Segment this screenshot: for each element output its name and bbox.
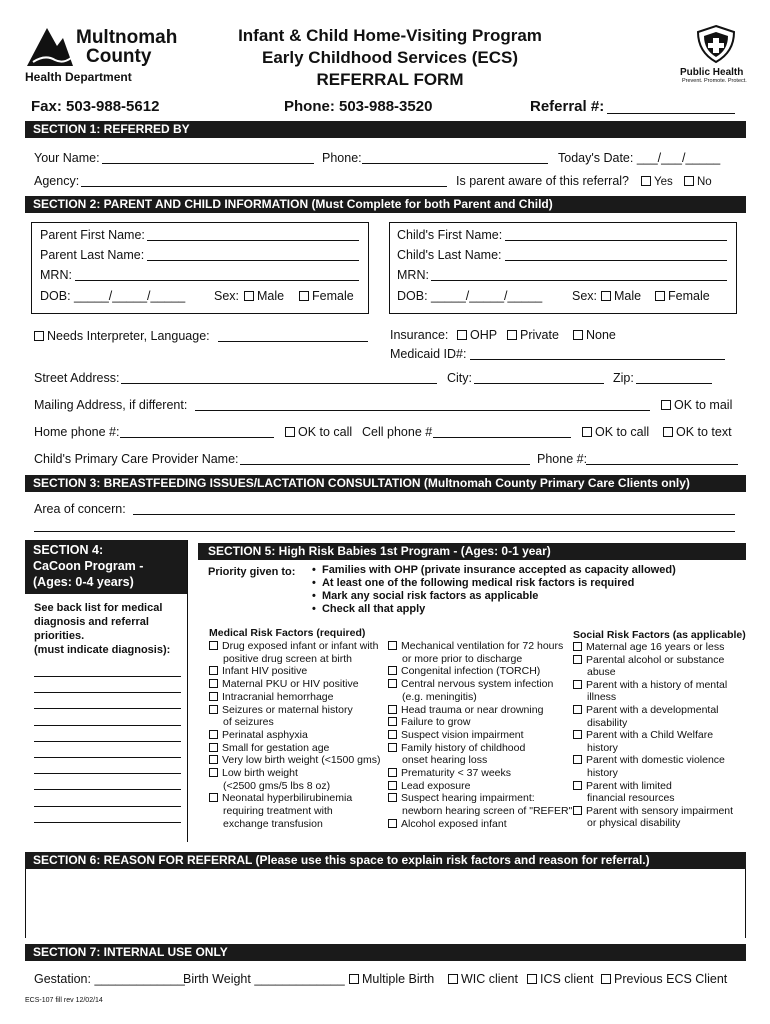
diagnosis-line[interactable] [34,708,181,709]
section4-title-2: CaCoon Program - [33,559,144,573]
public-health-label: Public Health [680,67,744,78]
medical-risk-factor-row [209,805,333,818]
section4-title-3: (Ages: 0-4 years) [33,575,134,589]
social-risk-header: Social Risk Factors (as applicable) [573,629,746,641]
medical-risk-factor-row[interactable] [388,678,553,691]
social-risk-factor-row [573,691,616,704]
section2-header: SECTION 2: PARENT AND CHILD INFORMATION (Must Complete for both Parent and Child) [25,196,746,213]
child-sex-male-checkbox[interactable] [601,289,641,304]
social-risk-factor-text: history [587,741,618,754]
diagnosis-line[interactable] [34,757,181,758]
medical-risk-factor-text: Central nervous system infection [401,678,554,691]
diagnosis-line[interactable] [34,676,181,677]
medical-risk-factor-row[interactable] [209,691,333,704]
ics-client-label: ICS client [540,972,594,986]
form-footer-code: ECS-107 fill rev 12/02/14 [25,997,103,1004]
checkbox-icon [388,717,397,726]
home-phone-label: Home phone #: [34,425,120,439]
checkbox-icon [209,679,218,688]
mailing-address-field[interactable] [195,410,650,411]
cell-ok-to-text-checkbox[interactable] [663,425,732,440]
previous-ecs-client-label: Previous ECS Client [614,972,728,986]
private-label: Private [520,328,559,342]
medical-risk-factor-text: Suspect vision impairment [401,728,524,741]
section4-note-1: See back list for medical [34,602,163,614]
zip-field[interactable] [636,383,712,384]
checkbox-icon [527,974,537,984]
ics-client-checkbox[interactable] [527,972,594,987]
checkbox-icon [209,793,218,802]
zip-label: Zip: [613,371,634,385]
parent-sex-female-checkbox[interactable] [299,289,354,304]
parent-first-name-field[interactable] [147,240,359,241]
medical-risk-factor-text: Congenital infection (TORCH) [401,665,541,678]
home-phone-field[interactable] [120,437,274,438]
medical-risk-factor-row[interactable] [209,678,359,691]
checkbox-icon [388,730,397,739]
previous-ecs-client-checkbox[interactable] [601,972,727,987]
checkbox-icon [349,974,359,984]
checkbox-icon [388,793,397,802]
checkbox-icon [244,291,254,301]
child-last-name-label: Child's Last Name: [397,248,502,262]
social-risk-factor-row [573,817,680,830]
insurance-none-checkbox[interactable] [573,328,616,343]
referral-number-field[interactable] [607,113,735,114]
diagnosis-line[interactable] [34,692,181,693]
checkbox-icon [209,755,218,764]
medical-risk-factor-row[interactable] [209,640,378,653]
medical-risk-factor-text: Lead exposure [401,779,471,792]
section4-box [25,540,188,842]
priority-bullet-4-text: Check all that apply [321,603,426,615]
child-sex-female-checkbox[interactable] [655,289,710,304]
medical-risk-factor-text: Drug exposed infant or infant with [222,640,379,652]
social-risk-factor-text: or physical disability [587,817,681,830]
child-mrn-field[interactable] [431,280,727,281]
medical-risk-factor-text: Intracranial hemorrhage [222,690,334,703]
street-address-field[interactable] [121,383,437,384]
social-risk-factor-row [573,666,616,679]
social-risk-factor-text: history [587,767,618,779]
mailing-address-label: Mailing Address, if different: [34,398,188,412]
social-risk-factor-row[interactable] [573,704,719,717]
checkbox-icon [209,692,218,701]
priority-bullet-1-text: Families with OHP (private insurance accepted as capacity allowed) [321,564,676,576]
multiple-birth-label: Multiple Birth [362,972,435,986]
parent-first-name-label: Parent First Name: [40,228,145,242]
medicaid-id-field[interactable] [470,359,725,360]
checkbox-icon [34,331,44,341]
diagnosis-line[interactable] [34,806,181,807]
medical-risk-factor-row [388,754,487,767]
medical-risk-factor-row [209,818,323,831]
area-of-concern-field-2[interactable] [34,531,735,532]
social-risk-factor-row[interactable] [573,641,724,654]
pcp-name-label: Child's Primary Care Provider Name: [34,452,239,466]
social-risk-factor-row[interactable] [573,654,724,667]
section4-note-2: diagnosis and referral [34,616,149,628]
checkbox-icon [299,291,309,301]
referral-number-label: Referral #: [530,98,605,115]
priority-label: Priority given to: [208,566,296,578]
section1-header: SECTION 1: REFERRED BY [25,121,746,138]
checkbox-icon [388,743,397,752]
pcp-name-field[interactable] [240,464,530,465]
form-title-3: REFERRAL FORM [316,70,464,89]
checkbox-icon [641,176,651,186]
pcp-phone-field[interactable] [586,464,738,465]
checkbox-icon [209,730,218,739]
area-of-concern-field[interactable] [133,514,735,515]
todays-date-field[interactable]: Today's Date: ___/___/_____ [558,151,721,165]
referrer-phone-field[interactable] [362,163,548,164]
medical-risk-factor-text: Perinatal asphyxia [222,728,308,741]
ok-to-call-label: OK to call [298,425,353,439]
section4-title-1: SECTION 4: [33,543,104,557]
parent-sex-label: Sex: [214,289,240,303]
medical-risk-factor-text: Seizures or maternal history [222,703,353,716]
ohp-label: OHP [470,328,498,342]
area-of-concern-label: Area of concern: [34,502,126,516]
child-sex-label: Sex: [572,289,598,303]
checkbox-icon [388,705,397,714]
medical-risk-factor-row[interactable] [388,742,525,755]
medical-risk-factor-row[interactable] [209,729,308,742]
priority-bullet-4: • Check all that apply [312,603,426,615]
cell-phone-field[interactable] [433,437,571,438]
social-risk-factor-row[interactable] [573,780,672,793]
medical-risk-factor-text: Neonatal hyperbilirubinemia [222,792,353,805]
medical-risk-factor-row[interactable] [388,704,543,717]
medical-risk-factor-text: Failure to grow [401,716,471,729]
interpreter-label: Needs Interpreter, Language: [47,329,210,343]
social-risk-factor-text: Parent with domestic violence [586,754,725,767]
city-field[interactable] [474,383,604,384]
insurance-label: Insurance: [390,328,449,342]
checkbox-icon [601,974,611,984]
medical-risk-factor-text: (<2500 gms/5 lbs 8 oz) [223,779,331,792]
checkbox-icon [209,705,218,714]
parent-mrn-field[interactable] [75,280,359,281]
social-risk-factor-row [573,717,627,730]
aware-no-checkbox[interactable] [684,175,712,190]
aware-no-label: No [697,176,712,188]
social-risk-factor-text: Parent with a developmental [586,704,719,716]
insurance-ohp-checkbox[interactable] [457,328,497,343]
female-label: Female [312,289,354,303]
multiple-birth-checkbox[interactable] [349,972,434,987]
checkbox-icon [573,806,582,815]
agency-field[interactable] [81,186,447,187]
social-risk-factor-text: Parent with sensory impairment [586,804,734,817]
checkbox-icon [573,705,582,714]
checkbox-icon [582,427,592,437]
medical-risk-factor-row[interactable] [209,767,298,780]
medical-risk-factor-text: of seizures [223,716,274,729]
checkbox-icon [573,642,582,651]
gestation-field[interactable]: Gestation: _____________ [34,972,185,986]
social-risk-factor-text: Parent with limited [586,779,672,792]
medical-risk-factor-text: Very low birth weight (<1500 gms) [222,754,381,767]
checkbox-icon [209,666,218,675]
social-risk-factor-text: Parental alcohol or substance [586,653,725,666]
checkbox-icon [573,680,582,689]
checkbox-icon [573,781,582,790]
child-dob-field[interactable]: DOB: _____/_____/_____ [397,289,543,303]
social-risk-factor-text: Parent with a Child Welfare [586,729,714,742]
diagnosis-line[interactable] [34,822,181,823]
ok-to-mail-label: OK to mail [674,398,733,412]
medical-risk-factor-row[interactable] [388,780,470,793]
medical-risk-factor-row[interactable] [209,754,380,767]
medical-risk-factor-text: Prematurity < 37 weeks [401,767,512,779]
medical-risk-factor-row [388,653,522,666]
section4-note-3: priorities. [34,630,85,642]
none-label: None [586,328,616,342]
checkbox-icon [573,755,582,764]
public-health-shield-icon [694,24,738,64]
public-health-tagline: Prevent. Promote. Protect. [682,78,747,84]
social-risk-factor-row [573,767,618,780]
city-label: City: [447,371,472,385]
checkbox-icon [573,655,582,664]
medical-risk-factor-text: or more prior to discharge [402,652,523,665]
checkbox-icon [507,330,517,340]
child-last-name-field[interactable] [505,260,727,261]
form-title-1: Infant & Child Home-Visiting Program [238,26,542,45]
ok-to-text-label: OK to text [676,425,732,439]
medical-risk-factor-row [388,691,477,704]
wic-client-checkbox[interactable] [448,972,518,987]
birth-weight-field[interactable]: Birth Weight _____________ [183,972,345,986]
medical-risk-factor-text: Mechanical ventilation for 72 hours [401,640,564,652]
priority-bullet-2: • At least one of the following medical risk factors is required [312,577,635,589]
checkbox-icon [209,743,218,752]
medical-risk-factor-text: Head trauma or near drowning [401,703,544,716]
female-label: Female [668,289,710,303]
checkbox-icon [601,291,611,301]
org-name-line2: County [86,46,152,67]
priority-bullet-3-text: Mark any social risk factors as applicable [321,590,539,602]
social-risk-factor-text: illness [587,691,617,704]
medical-risk-header: Medical Risk Factors (required) [209,627,366,639]
agency-label: Agency: [34,174,80,188]
medical-risk-factor-text: (e.g. meningitis) [402,690,477,703]
diagnosis-line[interactable] [34,773,181,774]
street-address-label: Street Address: [34,371,120,385]
parent-last-name-label: Parent Last Name: [40,248,145,262]
aware-yes-checkbox[interactable] [641,175,673,190]
section4-note-4: (must indicate diagnosis): [34,644,171,656]
medical-risk-factor-row[interactable] [388,729,524,742]
medicaid-id-label: Medicaid ID#: [390,347,467,361]
wic-client-label: WIC client [461,972,518,986]
medical-risk-factor-row[interactable] [209,792,352,805]
your-name-label: Your Name: [34,151,100,165]
reason-for-referral-area[interactable] [25,869,746,938]
medical-risk-factor-text: requiring treatment with [223,805,333,818]
child-mrn-label: MRN: [397,268,429,282]
medical-risk-factor-row [388,805,572,818]
medical-risk-factor-row [209,653,352,666]
medical-risk-factor-text: newborn hearing screen of "REFER" [402,805,573,818]
medical-risk-factor-row[interactable] [209,742,329,755]
cell-phone-label: Cell phone # [362,425,433,439]
priority-bullet-2-text: At least one of the following medical risk factors is required [321,577,635,589]
checkbox-icon [573,330,583,340]
interpreter-language-field[interactable] [218,341,368,342]
social-risk-factor-text: disability [587,716,628,729]
checkbox-icon [388,768,397,777]
checkbox-icon [661,400,671,410]
multnomah-county-logo [25,24,75,68]
fax-number: Fax: 503-988-5612 [31,98,160,115]
medical-risk-factor-text: Family history of childhood [401,741,526,754]
medical-risk-factor-text: Suspect hearing impairment: [401,792,535,805]
form-title-2: Early Childhood Services (ECS) [261,48,518,67]
ok-to-mail-checkbox[interactable] [661,398,732,413]
parent-sex-male-checkbox[interactable] [244,289,284,304]
medical-risk-factor-row[interactable] [388,640,563,653]
parent-mrn-label: MRN: [40,268,72,282]
your-name-field[interactable] [102,163,314,164]
social-risk-factor-row[interactable] [573,729,713,742]
interpreter-checkbox[interactable] [34,329,210,344]
medical-risk-factor-text: Small for gestation age [222,741,330,754]
cell-ok-to-call-checkbox[interactable] [582,425,649,440]
social-risk-factor-text: abuse [587,666,616,679]
medical-risk-factor-row[interactable] [388,665,540,678]
social-risk-factor-text: Parent with a history of mental [586,678,728,691]
referrer-phone-label: Phone: [322,151,362,165]
medical-risk-factor-row[interactable] [388,716,470,729]
checkbox-icon [457,330,467,340]
social-risk-factor-text: Maternal age 16 years or less [586,641,725,653]
checkbox-icon [209,768,218,777]
pcp-phone-label: Phone #: [537,452,588,466]
medical-risk-factor-row [209,780,330,793]
medical-risk-factor-row[interactable] [209,665,307,678]
medical-risk-factor-text: onset hearing loss [402,754,488,767]
checkbox-icon [388,819,397,828]
insurance-private-checkbox[interactable] [507,328,559,343]
social-risk-factor-text: financial resources [587,792,675,805]
priority-bullet-1: • Families with OHP (private insurance accepted as capacity allowed) [312,564,676,576]
medical-risk-factor-text: Maternal PKU or HIV positive [222,678,359,691]
medical-risk-factor-row[interactable] [209,704,353,717]
medical-risk-factor-text: Alcohol exposed infant [401,817,507,830]
home-ok-to-call-checkbox[interactable] [285,425,352,440]
checkbox-icon [573,730,582,739]
checkbox-icon [209,641,218,650]
org-name-line1: Multnomah [76,27,178,48]
diagnosis-line[interactable] [34,741,181,742]
aware-yes-label: Yes [654,176,673,188]
parent-aware-label: Is parent aware of this referral? [456,174,629,188]
checkbox-icon [388,781,397,790]
checkbox-icon [388,679,397,688]
medical-risk-factor-row [209,716,274,729]
social-risk-factor-row [573,742,618,755]
checkbox-icon [684,176,694,186]
male-label: Male [614,289,642,303]
medical-risk-factor-text: positive drug screen at birth [223,652,352,665]
medical-risk-factor-text: Low birth weight [222,767,298,779]
phone-number: Phone: 503-988-3520 [284,98,433,115]
section3-header: SECTION 3: BREASTFEEDING ISSUES/LACTATION CONSULTATION (Multnomah County Primary Care Clients only) [25,475,746,492]
child-first-name-label: Child's First Name: [397,228,503,242]
ok-to-call-label: OK to call [595,425,650,439]
medical-risk-factor-row[interactable] [388,818,507,831]
parent-dob-field[interactable]: DOB: _____/_____/_____ [40,289,186,303]
medical-risk-factor-text: Infant HIV positive [222,665,308,678]
checkbox-icon [663,427,673,437]
child-first-name-field[interactable] [505,240,727,241]
social-risk-factor-row[interactable] [573,805,733,818]
male-label: Male [257,289,285,303]
medical-risk-factor-row[interactable] [388,792,535,805]
org-dept: Health Department [25,70,132,84]
social-risk-factor-row [573,792,675,805]
medical-risk-factor-row[interactable] [388,767,511,780]
checkbox-icon [388,641,397,650]
checkbox-icon [388,666,397,675]
section5-header: SECTION 5: High Risk Babies 1st Program - (Ages: 0-1 year) [198,543,746,560]
social-risk-factor-row[interactable] [573,679,727,692]
checkbox-icon [448,974,458,984]
checkbox-icon [655,291,665,301]
medical-risk-factor-text: exchange transfusion [223,817,323,830]
checkbox-icon [285,427,295,437]
diagnosis-line[interactable] [34,789,181,790]
section6-header: SECTION 6: REASON FOR REFERRAL (Please use this space to explain risk factors and reason for referral.) [25,852,746,869]
priority-bullet-3: • Mark any social risk factors as applicable [312,590,539,602]
social-risk-factor-row[interactable] [573,754,725,767]
parent-last-name-field[interactable] [147,260,359,261]
section7-header: SECTION 7: INTERNAL USE ONLY [25,944,746,961]
diagnosis-line[interactable] [34,725,181,726]
